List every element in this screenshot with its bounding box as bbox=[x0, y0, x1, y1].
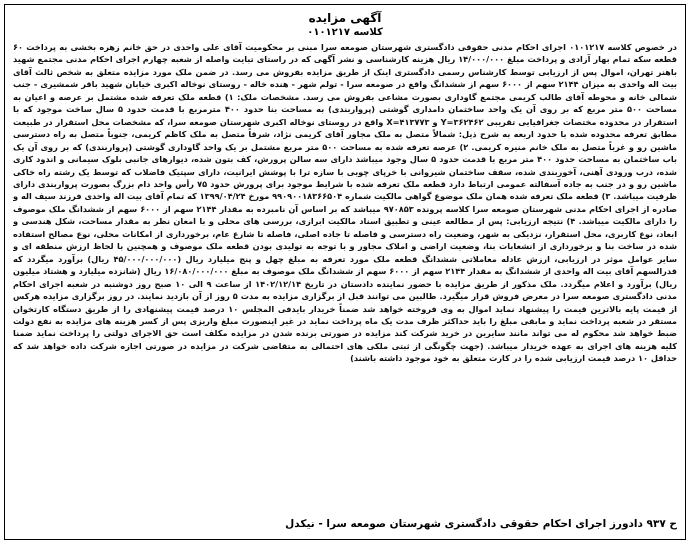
class-number: کلاسه ۰۱۰۱۲۱۷ bbox=[307, 27, 383, 38]
notice-body: در خصوص کلاسه ۰۱۰۱۲۱۷ اجرای احکام مدنی حقوقی دادگستری شهرستان صومعه سرا مبنی بر محکومیت آقای علی واحدی در حق خانم زهره بخشی به پرداخت ۶۰ قطعه سکه تمام بهار آزادی و پرداخت مبلغ ۱۴/۰۰۰/۰۰۰ ریال هزینه کارشناسی و نشر آگهی که در راستای تبایت واصله از شعبه چهارم اجرای احکام مدنی مجتمع شهید باهنر تهران، اموال پس از ارزیابی توسط کارشناس رسمی دادگستری اینک از طریق مزایده بفروش می رسد. در ضمن ملک مورد مزایده متعلق به شخص ثالث آقای بیت اله واحدی به میزان ۲۱۴۴ سهم از ۶۰۰۰ سهم از ششدانگ واقع در صومعه سرا - تولم شهر - هنده خاله - روستای نوخاله اکبری خیابان شهید باقر شمشیری - جنب شمالی خانه و محوطه آقای طالب کریمی مجتمع گاوداری بصورت مشاعی بفروش می رسد. مشخصات ملک: ۱) قطعه ملک تعرفه شده مشتمل بر عرصه و اعیان به مساحت ۵۰۰ متر مربع که بر روی آن یک واحد ساختمان دامداری گوشتی (پرواربندی) به مساحت بنا حدود ۴۰۰ مترمربع با قدمت حدود ۵ سال ساخت موجود که با استقرار در محدوده مختصات جغرافیایی تقریبی ۳۶۲۴۶۲=Y و ۴۱۳۷۷۳=X واقع در روستای نوخاله اکبری شهرستان صومعه سرا، که مشخصات محل استقرار در طبیعت مطابق تعرفه محدوده شده با حدود اربعه به شرح ذیل: شمالاً متصل به ملک مجاور آقای کریمی نژاد، شرقاً متصل به ملک کاظم کریمی، جنوباً متصل به راه دسترسی ماشین رو و غرباً متصل به ملک خانم منیره کریمی. ۲) عرصه تعرفه شده به مساحت ۵۰۰ متر مربع مشتمل بر یک واحد گاوداری گوشتی (پرواربندی) که بر روی آن یک باب ساختمان به مساحت حدود ۴۰۰ متر مربع با قدمت حدود ۵ سال وجود میباشد دارای سه سالن پرورش، کف بتون شده، دیوارهای جانبی بلوک سیمانی و اندود کاری شده، درب ورودی آهنی، آخوربندی شده، سقف ساختمان شیروانی با خرپای چوبی با سازه ترا با پوشش ایرانیت، دارای سپتیک فاضلاب که توسط یک رشته راه خاکی ماشین رو و در جنب به جاده آسفالته عمومی ارتباط دارد قطعه ملک تعرفه شده با شرایط موجود برای پرورش حدود ۷۵ رأس واحد دام بزرگ بصورت پرواربندی دارای ظرفیت میباشد. ۳) قطعه ملک تعرفه شده همان ملک موضوع گواهی مالکیت شماره ۹۹۰۹۰۰۱۸۳۶۶۵۰۴ مورخ ۱۳۹۹/۰۴/۲۴ که تمام آقای بیت اله واحدی فرزند سیف اله و صادره از اجرای احکام مدنی شهرستان صومعه سرا کلاسه پرونده ۹۷۰۸۵۳ میباشد که بر اساس آن نامبرده به مقدار ۲۱۴۴ سهم از ۶۰۰۰ سهم از ششدانگ ملک موصوف را دارای مالکیت میباشد. ۴) نتیجه ارزیابی: پس از مطالعه عینی و تطبیق اسناد مالکیت ابرازی، بررسی های محلی و با امعان نظر به مقدار مساحت، شکل هندسی و ابعاد، نوع کاربری، محل استقرار، نزدیکی به شهر، وضعیت راه دسترسی و فاصله تا جاده اصلی، فاصله تا شارع عام، برخورداری از امکانات محلی، نوع مصالح استفاده شده در ساخت بنا و برخورداری از انشعابات بنا، وضعیت اراضی و املاک مجاور و با توجه به تولیدی بودن قطعه ملک موصوف و همچنین با لحاظ ارزش منطقه ای و سایر عوامل موثر در ارزیابی، ارزش عادله معاملاتی ششدانگ قطعه ملک مورد تعرفه به مبلغ چهل و پنج میلیارد ریال (۴۵/۰۰۰/۰۰۰/۰۰۰ ریال) برآورد میگردد که قدرالسهم آقای بیت اله واحدی از ششدانگ به مقدار ۲۱۴۴ سهم از ۶۰۰۰ سهم از ششدانگ ملک موصوف به مبلغ ۱۶/۰۸۰/۰۰۰/۰۰۰ ریال (شانزده میلیارد و هشتاد میلیون ریال) برآورد و اعلام میگردد. ملک مذکور از طریق مزایده با حضور نماینده دادستان در تاریخ ۱۴۰۲/۱۲/۱۴ از ساعت ۹ الی ۱۰ صبح روز دوشنبه در شعبه اجرای احکام مدنی دادگستری صومعه سرا در معرض فروش قرار میگیرد. طالبین می توانند قبل از برگزاری مزایده به مدت ۵ روز از آن بازدید نمایند. در روز برگزاری مزایده هرکس از قیمت پایه بالاترین قیمت را پیشنهاد نماید اموال به وی فروخته خواهد شد ضمناً خریدار بایدفی المجلس ۱۰ درصد قیمت پیشنهادی را از طریق دستگاه کارتخوان مستقر در شعبه پرداخت نماید و مابقی مبلغ را باید حداکثر ظرف مدت یک ماه پرداخت نماید در غیر اینصورت مبلغ واریزی پس از کسر هزینه های مزایده به نفع دولت ضبط خواهد شد محکوم له می تواند مانند سایرین در خرید شرکت کند مزایده در صورتی برنده شدن در مزایده مکلف است حق الاجرای دولتی را پرداخت نماید ضمنا کلیه هزینه های اجرای به عهده خریدار میباشد. (جهت چگونگی از ثبتی ملکی های احتمالی به متقاضی شرکت در مزایده در صورتی اجازه شرکت داده خواهد شد که حداقل ۱۰ درصد قیمت ارزیابی شده را در کارت متعلق به خود موجود داشته باشند) bbox=[13, 42, 677, 364]
notice-signature: ح ۹۳۷ دادورز اجرای احکام حقوقی دادگستری شهرستان صومعه سرا - نیکدل bbox=[285, 518, 677, 530]
notice-frame bbox=[4, 4, 686, 540]
notice-header bbox=[5, 11, 685, 39]
notice-title: آگهی مزایده bbox=[308, 11, 382, 25]
